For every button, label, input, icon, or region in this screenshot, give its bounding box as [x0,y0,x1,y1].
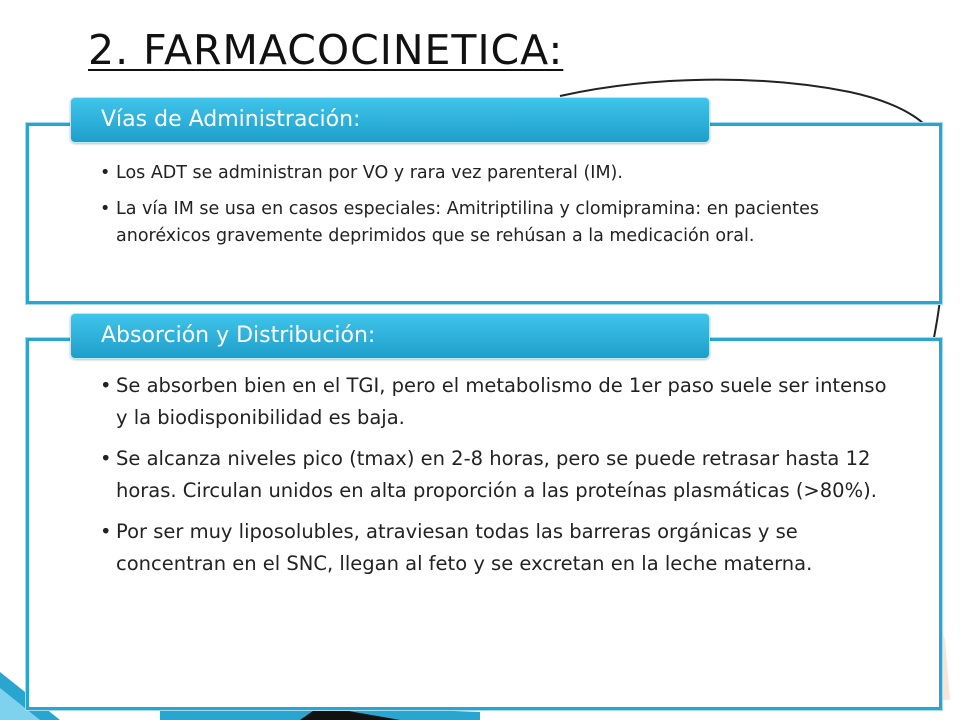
absorption-bullet-list [100,370,900,589]
administration-bullet-1: • Los ADT se administran por VO y rara vez parenteral (IM). [100,160,890,187]
absorption-bullet-3: • Por ser muy liposolubles, atraviesan todas las barreras orgánicas y se concentran en el SNC, llegan al feto y se excretan en la leche materna. [100,516,900,580]
absorption-heading-tab: Absorción y Distribución: [70,313,710,359]
administration-bullet-list [100,160,890,259]
absorption-bullet-1: • Se absorben bien en el TGI, pero el metabolismo de 1er paso suele ser intenso y la biodisponibilidad es baja. [100,370,900,434]
administration-bullet-2: • La vía IM se usa en casos especiales: Amitriptilina y clomipramina: en pacientes anoréxicos gravemente deprimidos que se rehúsan a la medicación oral. [100,196,890,250]
administration-heading-tab: Vías de Administración: [70,97,710,143]
absorption-bullet-2: • Se alcanza niveles pico (tmax) en 2-8 horas, pero se puede retrasar hasta 12 horas. Circulan unidos en alta proporción a las proteínas plasmáticas (>80%). [100,443,900,507]
page-title: 2. FARMACOCINETICA: [88,26,564,74]
